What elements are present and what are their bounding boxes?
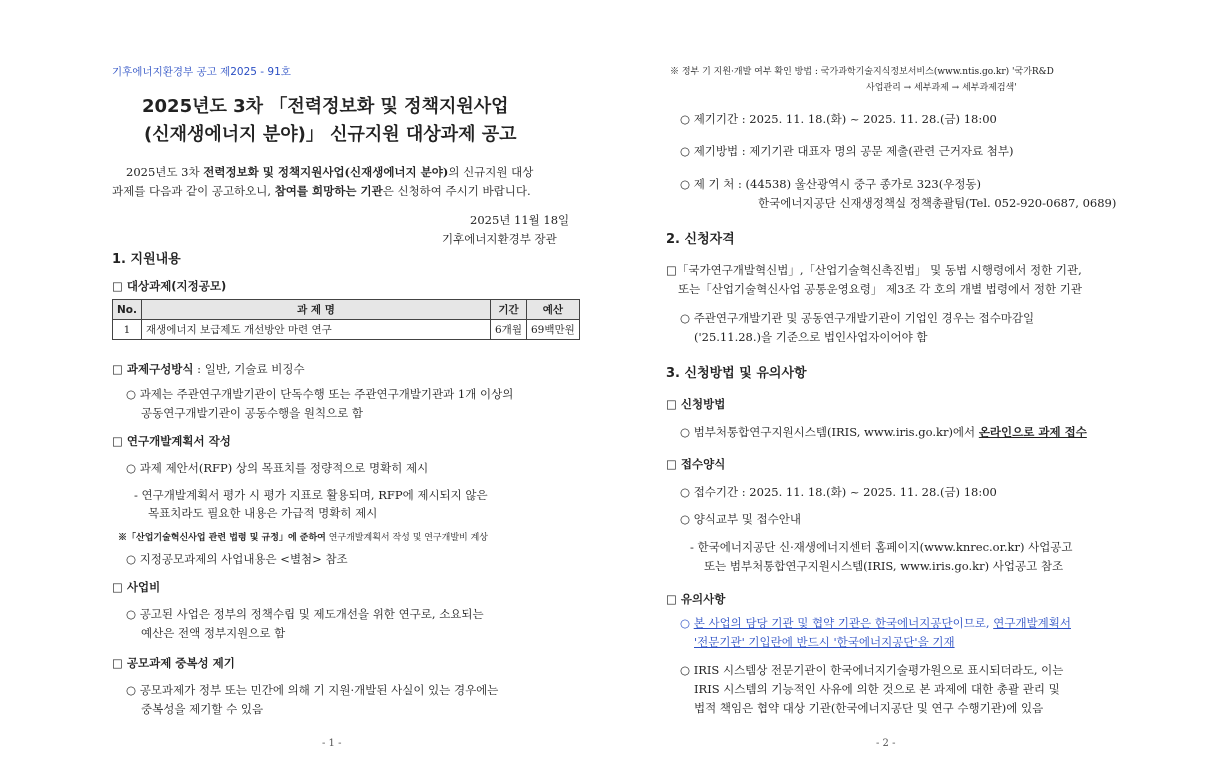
- objection-address-line-1: ○ 제 기 처 : (44538) 울산광역시 중구 종가로 323(우정동): [680, 177, 982, 191]
- notice-number: 기후에너지환경부 공고 제2025 - 91호: [112, 66, 291, 78]
- qualification-line-1: □「국가연구개발혁신법」,「산업기술혁신촉진법」 및 동법 시행령에서 정한 기관,: [666, 263, 1082, 277]
- structure-bullet-line-2: 공동연구개발기관이 공동수행을 원칙으로 함: [141, 406, 364, 420]
- page-number: - 1 -: [322, 738, 342, 749]
- apply-method-heading: □ 신청방법: [666, 397, 726, 411]
- form-dash-line-2: 또는 범부처통합연구지원시스템(IRIS, www.iris.go.kr) 사업공고 참조: [704, 559, 1064, 573]
- qualification-line-2: 또는「산업기술혁신사업 공통운영요령」 제3조 각 호의 개별 법령에서 정한 기관: [678, 282, 1082, 296]
- notes-bullet-2-line-2: IRIS 시스템의 기능적인 사유에 의한 것으로 본 과제에 대한 총괄 관리 및: [694, 682, 1060, 696]
- title-line-1: 2025년도 3차 「전력정보화 및 정책지원사업: [142, 96, 509, 117]
- section-1-heading: 1. 지원내용: [112, 252, 181, 267]
- budget-heading: □ 사업비: [112, 580, 161, 594]
- document-page-2: [614, 0, 1228, 768]
- plan-dash-line-2: 목표치라도 필요한 내용은 가급적 명확히 제시: [148, 506, 378, 520]
- col-title: 과 제 명: [142, 300, 491, 320]
- target-project-heading: □ 대상과제(지정공모): [112, 279, 227, 293]
- intro-paragraph-line-1: 2025년도 3차 전력정보화 및 정책지원사업(신재생에너지 분야)의 신규지원 대상: [126, 165, 534, 179]
- project-structure-heading: □ 과제구성방식 : 일반, 기술료 비징수: [112, 362, 305, 376]
- qualification-bullet-line-2: ('25.11.28.)을 기준으로 법인사업자이어야 함: [694, 330, 928, 344]
- title-line-2: (신재생에너지 분야)」 신규지원 대상과제 공고: [144, 124, 517, 145]
- ntis-note-line-1: ※ 정부 기 지원·개발 여부 확인 방법 : 국가과학기술지식정보서비스(www.ntis.go.kr) '국가R&D: [670, 67, 1054, 77]
- qualification-bullet-line-1: ○ 주관연구개발기관 및 공동연구개발기관이 기업인 경우는 접수마감일: [680, 311, 1035, 325]
- col-no: No.: [113, 300, 142, 320]
- notes-bullet-2-line-3: 법적 책임은 협약 대상 기관(한국에너지공단 및 연구 수행기관)에 있음: [694, 701, 1044, 715]
- page-number: - 2 -: [876, 738, 896, 749]
- form-distribution: ○ 양식교부 및 접수안내: [680, 512, 801, 526]
- notes-heading: □ 유의사항: [666, 592, 726, 606]
- objection-method: ○ 제기방법 : 제기기관 대표자 명의 공문 제출(관련 근거자료 첨부): [680, 144, 1014, 158]
- section-3-heading: 3. 신청방법 및 유의사항: [666, 366, 807, 381]
- notes-bullet-1-line-1: ○ 본 사업의 담당 기관 및 협약 기관은 한국에너지공단이므로, 연구개발계획서: [680, 616, 1071, 630]
- col-budget: 예산: [526, 300, 579, 320]
- section-2-heading: 2. 신청자격: [666, 232, 735, 247]
- budget-bullet-line-1: ○ 공고된 사업은 정부의 정책수립 및 제도개선을 위한 연구로, 소요되는: [126, 607, 484, 621]
- notes-bullet-1-line-2: '전문기관' 기입란에 반드시 '한국에너지공단'을 기재: [694, 635, 955, 649]
- plan-bullet-2: ○ 지정공모과제의 사업내용은 <별첨> 참조: [126, 552, 348, 566]
- duplication-bullet-line-1: ○ 공모과제가 정부 또는 민간에 의해 기 지원·개발된 사실이 있는 경우에는: [126, 683, 499, 697]
- plan-heading: □ 연구개발계획서 작성: [112, 434, 231, 448]
- plan-bullet-1: ○ 과제 제안서(RFP) 상의 목표치를 정량적으로 명확히 제시: [126, 461, 429, 475]
- form-period: ○ 접수기간 : 2025. 11. 18.(화) ~ 2025. 11. 28.(금) 18:00: [680, 485, 997, 499]
- form-dash-line-1: - 한국에너지공단 신·재생에너지센터 홈페이지(www.knrec.or.kr) 사업공고: [690, 540, 1073, 554]
- intro-paragraph-line-2: 과제를 다음과 같이 공고하오니, 참여를 희망하는 기관은 신청하여 주시기 바랍니다.: [112, 184, 531, 198]
- project-table: [112, 299, 580, 340]
- objection-address-line-2: 한국에너지공단 신재생정책실 정책총괄팀(Tel. 052-920-0687, 0689): [758, 196, 1117, 210]
- notice-date: 2025년 11월 18일: [470, 213, 570, 227]
- cell-no: 1: [113, 320, 142, 340]
- col-period: 기간: [491, 300, 527, 320]
- structure-bullet-line-1: ○ 과제는 주관연구개발기관이 단독수행 또는 주관연구개발기관과 1개 이상의: [126, 387, 514, 401]
- cell-title: 재생에너지 보급제도 개선방안 마련 연구: [142, 320, 491, 340]
- plan-dash-line-1: - 연구개발계획서 평가 시 평가 지표로 활용되며, RFP에 제시되지 않은: [134, 488, 488, 502]
- duplication-bullet-line-2: 중복성을 제기할 수 있음: [141, 702, 264, 716]
- cell-budget: 69백만원: [526, 320, 579, 340]
- table-header-row: [113, 300, 580, 320]
- apply-method-bullet: ○ 범부처통합연구지원시스템(IRIS, www.iris.go.kr)에서 온라인으로 과제 접수: [680, 425, 1087, 439]
- issuer: 기후에너지환경부 장관: [442, 232, 557, 246]
- application-form-heading: □ 접수양식: [666, 457, 726, 471]
- budget-bullet-line-2: 예산은 전액 정부지원으로 함: [141, 626, 286, 640]
- plan-note: ※「산업기술혁신사업 관련 법령 및 규정」에 준하여 연구개발계획서 작성 및 연구개발비 계상: [118, 533, 488, 543]
- objection-period: ○ 제기기간 : 2025. 11. 18.(화) ~ 2025. 11. 28.(금) 18:00: [680, 112, 997, 126]
- duplication-heading: □ 공모과제 중복성 제기: [112, 656, 235, 670]
- notes-bullet-2-line-1: ○ IRIS 시스템상 전문기관이 한국에너지기술평가원으로 표시되더라도, 이는: [680, 663, 1064, 677]
- table-row: [113, 320, 580, 340]
- ntis-note-line-2: 사업관리 → 세부과제 → 세부과제검색': [866, 83, 1017, 93]
- cell-period: 6개월: [491, 320, 527, 340]
